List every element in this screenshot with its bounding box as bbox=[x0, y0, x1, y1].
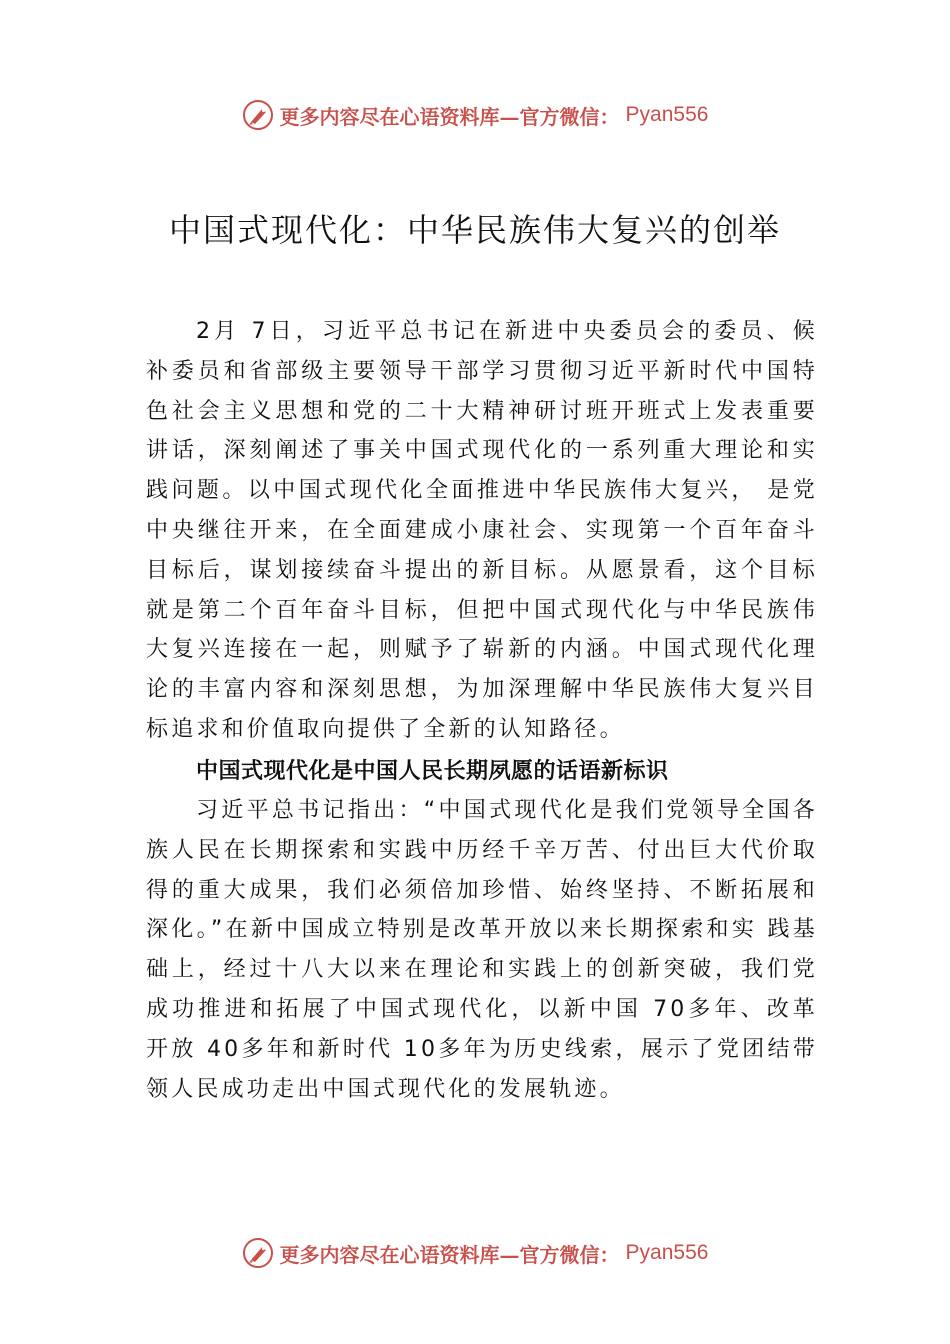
section-heading: 中国式现代化是中国人民长期夙愿的话语新标识 bbox=[196, 759, 669, 784]
pen-nib-logo-icon bbox=[242, 99, 274, 131]
header-watermark bbox=[0, 98, 950, 132]
page-title: 中国式现代化：中华民族伟大复兴的创举 bbox=[168, 211, 781, 249]
paragraph-intro: 2月 7日，习近平总书记在新进中央委员会的委员、候补委员和省部级主要领导干部学习贯彻习近平新时代中国特色社会主义思想和党的二十大精神研讨班开班式上发表重要讲话，深刻阐述了事关中国式现代化的一系列重大理论和实践问题。以中国式现代化全面推进中华民族伟大复兴， 是党中央继往开来，在全面建成小康社会、实现第一个百年奋斗目标后，谋划接续奋斗提出的新目标。从愿景看，这个目标就是第二个百年奋斗目标，但把中国式现代化与中华民族伟大复兴连接在一起，则赋予了崭新的内涵。中国式现代化理论的丰富内容和深刻思想，为加深理解中华民族伟大复兴目标追求和价值取向提供了全新的认知路径。 bbox=[146, 319, 818, 742]
watermark-text: 更多内容尽在心语资料库—官方微信： bbox=[279, 1242, 620, 1267]
watermark-handle: Pyan556 bbox=[625, 103, 709, 126]
pen-nib-logo-icon bbox=[242, 1237, 274, 1269]
watermark-handle: Pyan556 bbox=[625, 1241, 709, 1264]
watermark-text: 更多内容尽在心语资料库—官方微信： bbox=[279, 104, 620, 129]
paragraph-section: 习近平总书记指出：“中国式现代化是我们党领导全国各族人民在长期探索和实践中历经千辛万苦、付出巨大代价取得的重大成果，我们必须倍加珍惜、始终坚持、不断拓展和深化。”在新中国成立特别是改革开放以来长期探索和实 践基础上，经过十八大以来在理论和实践上的创新突破，我们党成功推进和拓展了中国式现代化，以新中国 70多年、改革开放 40多年和新时代 10多年为历史线索，展示了党团结带领人民成功走出中国式现代化的发展轨迹。 bbox=[146, 798, 818, 1102]
footer-watermark bbox=[0, 1236, 950, 1270]
